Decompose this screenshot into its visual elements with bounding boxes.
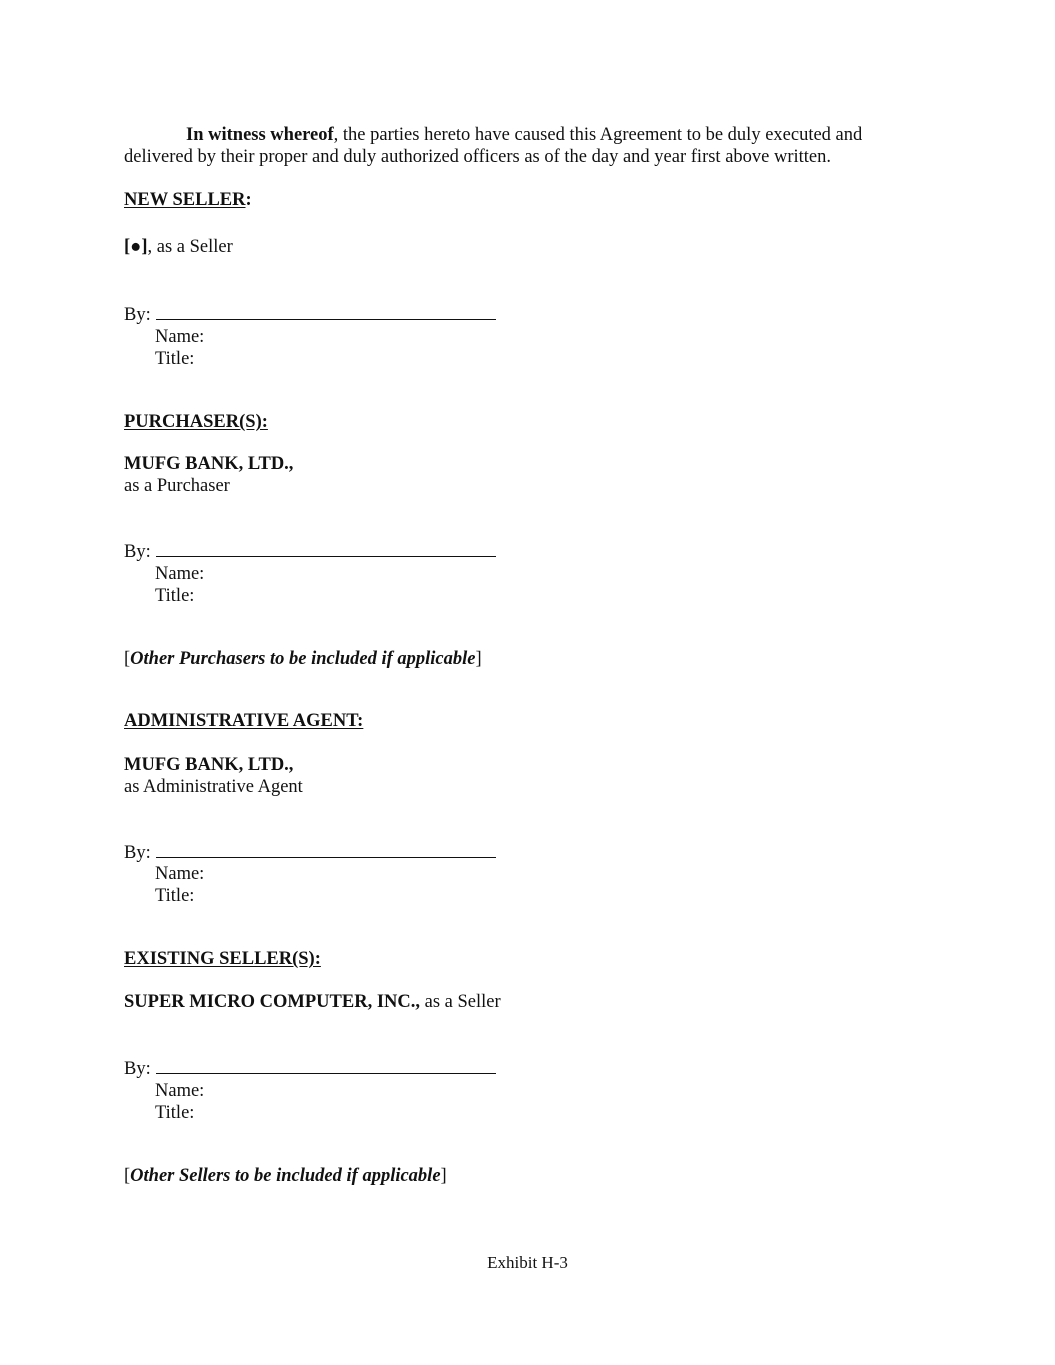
admin-agent-name-label: Name:	[155, 864, 205, 884]
signature-line	[156, 305, 496, 320]
admin-agent-signature-line: By:	[124, 842, 496, 864]
existing-sellers-heading: EXISTING SELLER(S):	[124, 949, 321, 969]
existing-seller-entity: SUPER MICRO COMPUTER, INC., as a Seller	[124, 992, 501, 1012]
existing-seller-signature-line: By:	[124, 1058, 496, 1080]
purchasers-heading: PURCHASER(S):	[124, 412, 268, 432]
witness-lead: In witness whereof	[186, 125, 334, 145]
existing-seller-name-label: Name:	[155, 1081, 205, 1101]
witness-line1: , the parties hereto have caused this Agreement to be duly executed and	[333, 125, 863, 145]
other-purchasers-note: [Other Purchasers to be included if applicable]	[124, 649, 482, 669]
witness-paragraph	[124, 124, 894, 168]
purchaser-role: as a Purchaser	[124, 476, 230, 496]
witness-line2: delivered by their proper and duly authorized officers as of the day and year first above written.	[124, 147, 832, 167]
page-footer-label: Exhibit H-3	[487, 1253, 568, 1272]
signature-line	[156, 542, 496, 557]
signature-line	[156, 843, 496, 858]
new-seller-title-label: Title:	[155, 349, 195, 369]
purchaser-entity: MUFG BANK, LTD.,	[124, 454, 294, 474]
other-sellers-note: [Other Sellers to be included if applicable]	[124, 1166, 447, 1186]
admin-agent-entity: MUFG BANK, LTD.,	[124, 755, 294, 775]
new-seller-name-label: Name:	[155, 327, 205, 347]
new-seller-heading: NEW SELLER:	[124, 190, 252, 210]
new-seller-signature-line: By:	[124, 304, 496, 326]
admin-agent-role: as Administrative Agent	[124, 777, 303, 797]
admin-agent-title-label: Title:	[155, 886, 195, 906]
purchaser-name-label: Name:	[155, 564, 205, 584]
admin-agent-heading: ADMINISTRATIVE AGENT:	[124, 711, 364, 731]
purchaser-signature-line: By:	[124, 541, 496, 563]
purchaser-title-label: Title:	[155, 586, 195, 606]
existing-seller-title-label: Title:	[155, 1103, 195, 1123]
signature-line	[156, 1059, 496, 1074]
new-seller-entity: [●], as a Seller	[124, 237, 233, 257]
